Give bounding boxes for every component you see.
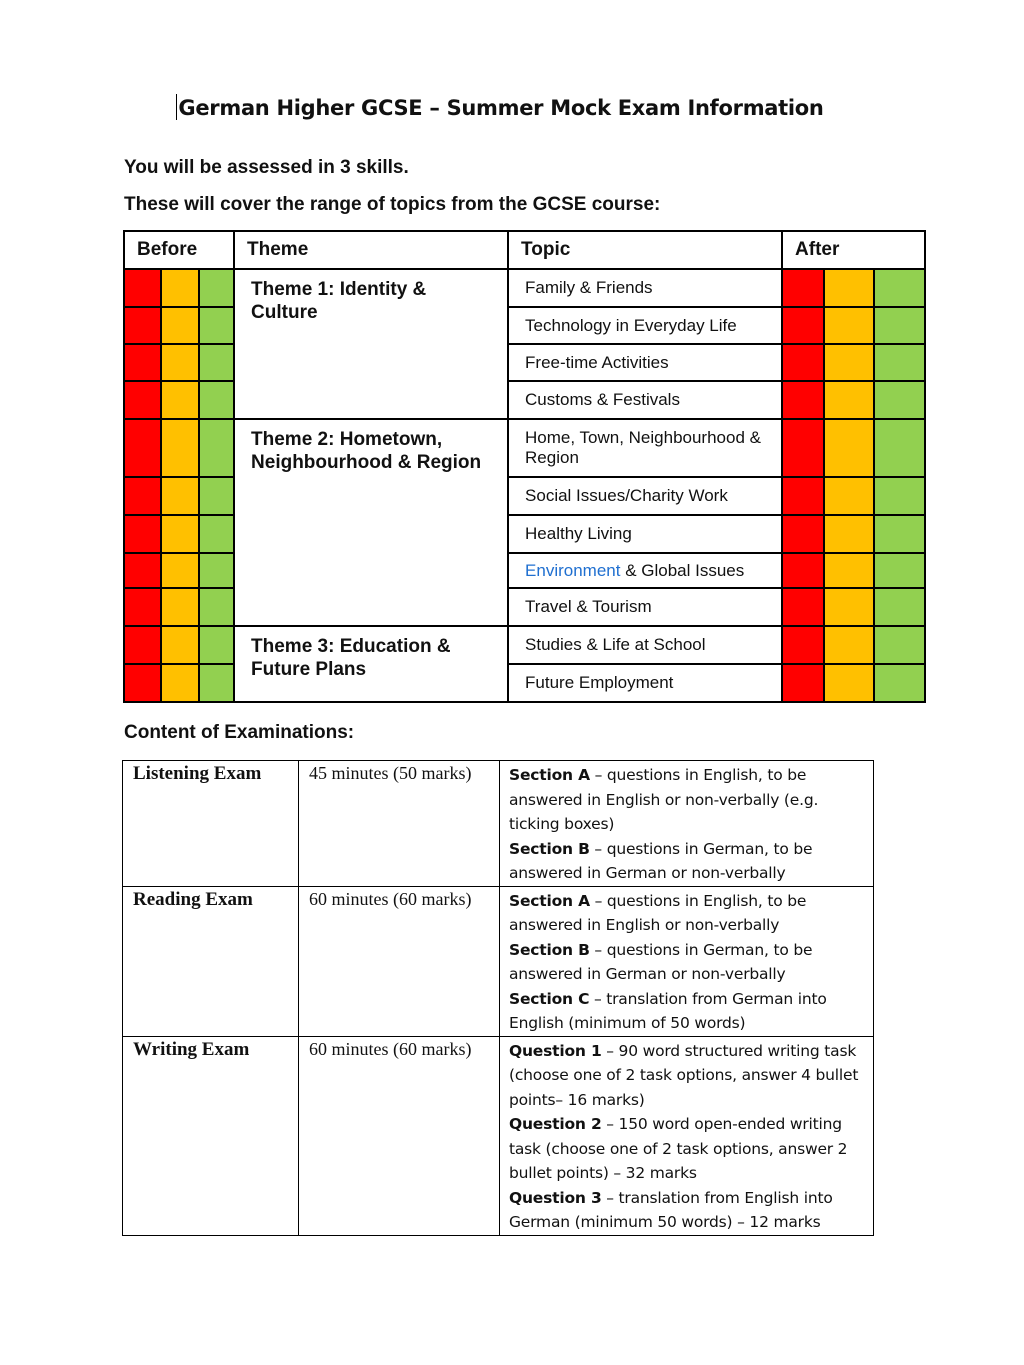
theme-cell: Theme 1: Identity & Culture bbox=[234, 269, 508, 419]
before-red-cell[interactable] bbox=[124, 626, 161, 664]
topic-cell: Future Employment bbox=[508, 664, 782, 702]
exam-section: Question 3 – translation from English into German (minimum 50 words) – 12 marks bbox=[509, 1188, 833, 1231]
before-amber-cell[interactable] bbox=[161, 381, 199, 419]
after-green-cell[interactable] bbox=[874, 419, 925, 477]
before-red-cell[interactable] bbox=[124, 344, 161, 381]
before-amber-cell[interactable] bbox=[161, 344, 199, 381]
before-red-cell[interactable] bbox=[124, 419, 161, 477]
after-amber-cell[interactable] bbox=[824, 344, 874, 381]
header-theme: Theme bbox=[234, 231, 508, 269]
exam-row-listening bbox=[123, 761, 874, 887]
after-green-cell[interactable] bbox=[874, 344, 925, 381]
after-green-cell[interactable] bbox=[874, 307, 925, 344]
after-red-cell[interactable] bbox=[782, 588, 824, 626]
after-red-cell[interactable] bbox=[782, 419, 824, 477]
after-amber-cell[interactable] bbox=[824, 588, 874, 626]
before-green-cell[interactable] bbox=[199, 307, 234, 344]
after-green-cell[interactable] bbox=[874, 477, 925, 515]
exam-name: Reading Exam bbox=[123, 886, 299, 1036]
topics-table bbox=[123, 230, 926, 703]
table-row bbox=[124, 419, 925, 477]
after-green-cell[interactable] bbox=[874, 664, 925, 702]
after-red-cell[interactable] bbox=[782, 477, 824, 515]
before-red-cell[interactable] bbox=[124, 664, 161, 702]
after-red-cell[interactable] bbox=[782, 553, 824, 588]
exam-section: Question 1 – 90 word structured writing task (choose one of 2 task options, answer 4 bullet points– 16 marks) bbox=[509, 1041, 859, 1109]
topic-cell: Home, Town, Neighbourhood & Region bbox=[508, 419, 782, 477]
topic-cell: Studies & Life at School bbox=[508, 626, 782, 664]
intro-line-2: These will cover the range of topics from the GCSE course: bbox=[124, 194, 661, 215]
after-amber-cell[interactable] bbox=[824, 381, 874, 419]
topic-cell: Free-time Activities bbox=[508, 344, 782, 381]
before-amber-cell[interactable] bbox=[161, 419, 199, 477]
after-amber-cell[interactable] bbox=[824, 269, 874, 307]
after-red-cell[interactable] bbox=[782, 515, 824, 553]
after-red-cell[interactable] bbox=[782, 381, 824, 419]
after-red-cell[interactable] bbox=[782, 664, 824, 702]
topic-cell: Family & Friends bbox=[508, 269, 782, 307]
before-green-cell[interactable] bbox=[199, 553, 234, 588]
content-heading: Content of Examinations: bbox=[124, 722, 355, 743]
before-green-cell[interactable] bbox=[199, 419, 234, 477]
before-amber-cell[interactable] bbox=[161, 515, 199, 553]
before-green-cell[interactable] bbox=[199, 381, 234, 419]
after-green-cell[interactable] bbox=[874, 626, 925, 664]
header-topic: Topic bbox=[508, 231, 782, 269]
exam-name: Writing Exam bbox=[123, 1036, 299, 1235]
exam-duration: 45 minutes (50 marks) bbox=[299, 761, 500, 887]
before-red-cell[interactable] bbox=[124, 553, 161, 588]
after-red-cell[interactable] bbox=[782, 269, 824, 307]
after-green-cell[interactable] bbox=[874, 553, 925, 588]
after-green-cell[interactable] bbox=[874, 515, 925, 553]
before-green-cell[interactable] bbox=[199, 515, 234, 553]
before-amber-cell[interactable] bbox=[161, 553, 199, 588]
exam-section: Section B – questions in German, to be answered in German or non-verbally bbox=[509, 940, 813, 983]
exam-section: Section A – questions in English, to be answered in English or non-verbally bbox=[509, 891, 807, 934]
topic-cell: Customs & Festivals bbox=[508, 381, 782, 419]
before-amber-cell[interactable] bbox=[161, 588, 199, 626]
exam-section: Question 2 – 150 word open-ended writing task (choose one of 2 task options, answer 2 bullet points) – 32 marks bbox=[509, 1115, 848, 1182]
topic-cell: Travel & Tourism bbox=[508, 588, 782, 626]
after-green-cell[interactable] bbox=[874, 588, 925, 626]
theme-cell: Theme 3: Education & Future Plans bbox=[234, 626, 508, 702]
before-amber-cell[interactable] bbox=[161, 269, 199, 307]
before-green-cell[interactable] bbox=[199, 477, 234, 515]
before-amber-cell[interactable] bbox=[161, 307, 199, 344]
before-green-cell[interactable] bbox=[199, 588, 234, 626]
exam-section: Section C – translation from German into English (minimum of 50 words) bbox=[509, 989, 827, 1032]
after-amber-cell[interactable] bbox=[824, 307, 874, 344]
header-after: After bbox=[782, 231, 925, 269]
table-row bbox=[124, 269, 925, 307]
page-title: German Higher GCSE – Summer Mock Exam Information bbox=[178, 96, 824, 120]
exam-row-writing bbox=[123, 1036, 874, 1235]
exam-name: Listening Exam bbox=[123, 761, 299, 887]
exam-row-reading bbox=[123, 886, 874, 1036]
after-green-cell[interactable] bbox=[874, 381, 925, 419]
after-amber-cell[interactable] bbox=[824, 477, 874, 515]
after-amber-cell[interactable] bbox=[824, 664, 874, 702]
exam-duration: 60 minutes (60 marks) bbox=[299, 886, 500, 1036]
before-red-cell[interactable] bbox=[124, 477, 161, 515]
theme-cell: Theme 2: Hometown, Neighbourhood & Region bbox=[234, 419, 508, 626]
before-green-cell[interactable] bbox=[199, 344, 234, 381]
table-row bbox=[124, 626, 925, 664]
before-red-cell[interactable] bbox=[124, 269, 161, 307]
after-amber-cell[interactable] bbox=[824, 419, 874, 477]
exam-description bbox=[500, 761, 874, 887]
before-green-cell[interactable] bbox=[199, 269, 234, 307]
topics-header-row bbox=[124, 231, 925, 269]
exam-description bbox=[500, 1036, 874, 1235]
after-red-cell[interactable] bbox=[782, 344, 824, 381]
before-red-cell[interactable] bbox=[124, 515, 161, 553]
environment-link[interactable]: Environment bbox=[525, 560, 621, 580]
before-amber-cell[interactable] bbox=[161, 664, 199, 702]
exam-section: Section B – questions in German, to be answered in German or non-verbally bbox=[509, 839, 813, 882]
after-red-cell[interactable] bbox=[782, 626, 824, 664]
exam-section: Section A – questions in English, to be answered in English or non-verbally (e.g. ticking boxes) bbox=[509, 766, 819, 833]
topic-text: & Global Issues bbox=[620, 560, 745, 580]
topic-cell bbox=[508, 553, 782, 588]
after-amber-cell[interactable] bbox=[824, 515, 874, 553]
before-red-cell[interactable] bbox=[124, 307, 161, 344]
before-red-cell[interactable] bbox=[124, 381, 161, 419]
before-amber-cell[interactable] bbox=[161, 477, 199, 515]
before-green-cell[interactable] bbox=[199, 664, 234, 702]
after-amber-cell[interactable] bbox=[824, 553, 874, 588]
header-before: Before bbox=[124, 231, 234, 269]
exam-duration: 60 minutes (60 marks) bbox=[299, 1036, 500, 1235]
exam-table bbox=[122, 760, 874, 1236]
topic-cell: Social Issues/Charity Work bbox=[508, 477, 782, 515]
topic-cell: Technology in Everyday Life bbox=[508, 307, 782, 344]
intro-line-1: You will be assessed in 3 skills. bbox=[124, 157, 409, 178]
before-amber-cell[interactable] bbox=[161, 626, 199, 664]
topic-cell: Healthy Living bbox=[508, 515, 782, 553]
before-green-cell[interactable] bbox=[199, 626, 234, 664]
before-red-cell[interactable] bbox=[124, 588, 161, 626]
after-amber-cell[interactable] bbox=[824, 626, 874, 664]
after-red-cell[interactable] bbox=[782, 307, 824, 344]
exam-description bbox=[500, 886, 874, 1036]
after-green-cell[interactable] bbox=[874, 269, 925, 307]
